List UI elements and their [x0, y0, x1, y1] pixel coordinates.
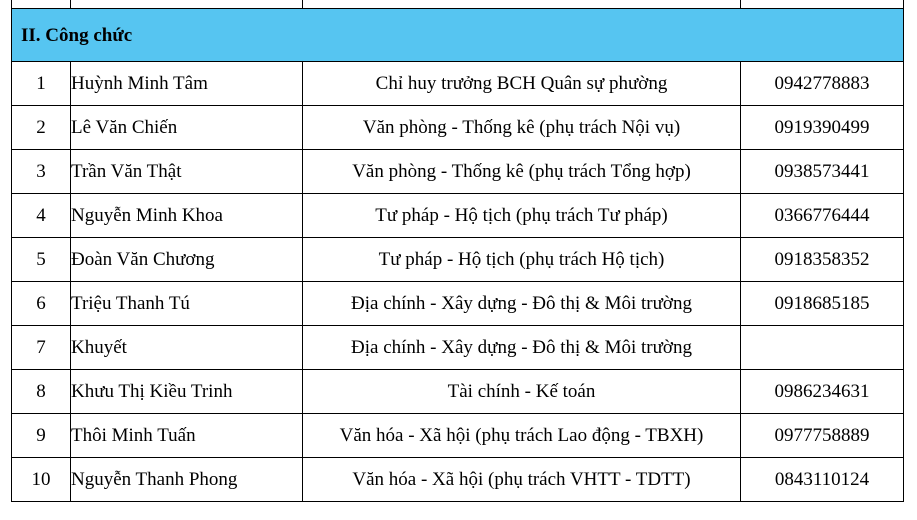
- table-cell: [12, 0, 71, 9]
- staff-phone: 0366776444: [741, 194, 904, 238]
- table-row: [12, 414, 904, 458]
- staff-directory-table: [11, 0, 904, 502]
- staff-phone: 0942778883: [741, 62, 904, 106]
- staff-name: Thôi Minh Tuấn: [71, 414, 303, 458]
- table-row: [12, 62, 904, 106]
- staff-name: Khưu Thị Kiều Trinh: [71, 370, 303, 414]
- row-number: 5: [12, 238, 71, 282]
- row-number: 8: [12, 370, 71, 414]
- staff-role: Tư pháp - Hộ tịch (phụ trách Tư pháp): [303, 194, 741, 238]
- staff-name: Trần Văn Thật: [71, 150, 303, 194]
- staff-name: Triệu Thanh Tú: [71, 282, 303, 326]
- staff-phone: 0918685185: [741, 282, 904, 326]
- row-number: 3: [12, 150, 71, 194]
- table-row: [12, 326, 904, 370]
- staff-phone: 0919390499: [741, 106, 904, 150]
- table-row: [12, 238, 904, 282]
- row-number: 10: [12, 458, 71, 502]
- staff-role: Địa chính - Xây dựng - Đô thị & Môi trường: [303, 326, 741, 370]
- staff-name: Khuyết: [71, 326, 303, 370]
- row-number: 6: [12, 282, 71, 326]
- section-header-row: [12, 9, 904, 62]
- staff-role: Văn hóa - Xã hội (phụ trách VHTT - TDTT): [303, 458, 741, 502]
- table-row: [12, 282, 904, 326]
- table-cell: [741, 0, 904, 9]
- staff-role: Chỉ huy trưởng BCH Quân sự phường: [303, 62, 741, 106]
- staff-role: Tư pháp - Hộ tịch (phụ trách Hộ tịch): [303, 238, 741, 282]
- staff-name: Lê Văn Chiến: [71, 106, 303, 150]
- staff-role: Văn phòng - Thống kê (phụ trách Nội vụ): [303, 106, 741, 150]
- staff-name: Đoàn Văn Chương: [71, 238, 303, 282]
- table-row: [12, 150, 904, 194]
- row-number: 1: [12, 62, 71, 106]
- table-row: [12, 458, 904, 502]
- row-number: 4: [12, 194, 71, 238]
- staff-phone: 0986234631: [741, 370, 904, 414]
- table-row: [12, 194, 904, 238]
- table-row: [12, 106, 904, 150]
- row-number: 9: [12, 414, 71, 458]
- staff-phone: [741, 326, 904, 370]
- previous-section-row-edge: [12, 0, 904, 9]
- table-row: [12, 370, 904, 414]
- staff-name: Nguyễn Thanh Phong: [71, 458, 303, 502]
- staff-phone: 0843110124: [741, 458, 904, 502]
- staff-role: Tài chính - Kế toán: [303, 370, 741, 414]
- table-cell: [71, 0, 303, 9]
- staff-name: Huỳnh Minh Tâm: [71, 62, 303, 106]
- staff-role: Địa chính - Xây dựng - Đô thị & Môi trường: [303, 282, 741, 326]
- staff-name: Nguyễn Minh Khoa: [71, 194, 303, 238]
- section-title: II. Công chức: [12, 9, 904, 62]
- staff-role: Văn phòng - Thống kê (phụ trách Tổng hợp): [303, 150, 741, 194]
- table-body: [12, 0, 904, 502]
- row-number: 7: [12, 326, 71, 370]
- table-cell: [303, 0, 741, 9]
- staff-phone: 0938573441: [741, 150, 904, 194]
- row-number: 2: [12, 106, 71, 150]
- staff-phone: 0918358352: [741, 238, 904, 282]
- staff-role: Văn hóa - Xã hội (phụ trách Lao động - TBXH): [303, 414, 741, 458]
- staff-phone: 0977758889: [741, 414, 904, 458]
